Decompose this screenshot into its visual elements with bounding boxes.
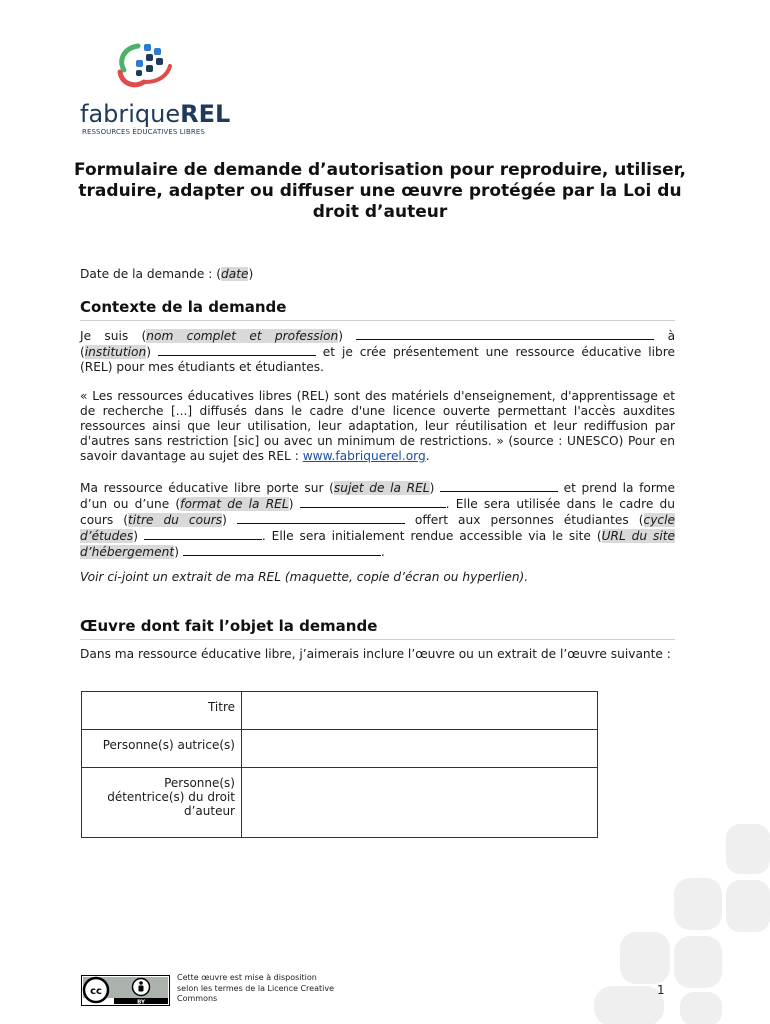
- blank-format[interactable]: [300, 496, 446, 508]
- field-titre-cours[interactable]: titre du cours: [128, 513, 223, 527]
- fabriquerel-link[interactable]: www.fabriquerel.org: [302, 449, 426, 463]
- section-heading-contexte: Contexte de la demande: [80, 298, 675, 321]
- field-institution[interactable]: institution: [84, 345, 147, 359]
- creative-commons-by-badge: [81, 975, 170, 1006]
- paragraph-identity: Je suis (nom complet et profession) à (institution) et je crée présentement une ressource éducative libre (REL) pour mes étudiants et étudiantes.: [80, 329, 676, 374]
- page-number: 1: [657, 983, 665, 997]
- section-heading-oeuvre: Œuvre dont fait l’objet la demande: [80, 617, 675, 640]
- row-label-autrices: Personne(s) autrice(s): [82, 730, 242, 768]
- row-value-autrices[interactable]: [242, 730, 598, 768]
- license-notice: Cette œuvre est mise à disposition selon les termes de la Licence Creative Commons: [177, 973, 334, 1003]
- field-sujet[interactable]: sujet de la REL: [333, 481, 430, 495]
- blank-url[interactable]: [183, 544, 381, 556]
- row-label-titre: Titre: [82, 692, 242, 730]
- field-cycle[interactable]: cycle d’études: [80, 513, 676, 543]
- cc-by-label: BY: [137, 999, 145, 1006]
- row-value-titre[interactable]: [242, 692, 598, 730]
- table-row-titre: [82, 692, 598, 730]
- logo-wordmark: fabriqueREL: [80, 100, 231, 128]
- table-row-detentrices: [82, 768, 598, 838]
- date-field[interactable]: date: [220, 267, 249, 281]
- date-line: Date de la demande : (date): [80, 267, 254, 281]
- field-format[interactable]: format de la REL: [180, 497, 289, 511]
- table-row-autrices: [82, 730, 598, 768]
- blank-nom[interactable]: [356, 328, 654, 340]
- svg-text:cc: cc: [90, 986, 102, 997]
- paragraph-extrait-note: Voir ci-joint un extrait de ma REL (maquette, copie d’écran ou hyperlien).: [80, 570, 529, 584]
- paragraph-unesco-quote: « Les ressources éducatives libres (REL) sont des matériels d'enseignement, d'apprentissage et de recherche [...] diffusés dans le cadre d'une licence ouverte permettant l'accès auxdites ressources ainsi que leur utilisation, leur adaptation, leur réutilisation et leur rediffusion par d'autres sans restriction [sic] ou avec un minimum de restrictions. » (source : UNESCO) Pour en savoir davantage au sujet des REL : www.fabriquerel.org.: [80, 389, 675, 463]
- paragraph-oeuvre-intro: Dans ma ressource éducative libre, j’aimerais inclure l’œuvre ou un extrait de l’œuvre suivante :: [80, 647, 671, 661]
- watermark-shapes: [590, 820, 770, 1024]
- blank-institution[interactable]: [158, 344, 316, 356]
- row-value-detentrices[interactable]: [242, 768, 598, 838]
- blank-cours[interactable]: [237, 512, 405, 524]
- oeuvre-table: [81, 691, 598, 838]
- field-url[interactable]: URL du site d’hébergement: [80, 529, 675, 559]
- logo-subtitle: RESSOURCES ÉDUCATIVES LIBRES: [82, 128, 205, 136]
- document-title: Formulaire de demande d’autorisation pour reproduire, utiliser, traduire, adapter ou diffuser une œuvre protégée par la Loi du droit d’auteur: [74, 160, 686, 222]
- blank-cycle[interactable]: [144, 528, 262, 540]
- row-label-detentrices: Personne(s) détentrice(s) du droit d’auteur: [82, 768, 242, 838]
- field-nom-profession[interactable]: nom complet et profession: [146, 329, 339, 343]
- blank-sujet[interactable]: [440, 480, 558, 492]
- paragraph-rel-details: Ma ressource éducative libre porte sur (sujet de la REL) et prend la forme d’un ou d’une (format de la REL) . Elle sera utilisée dans le cadre du cours (titre du cours) offert aux personnes étudiantes (cycle d’études) . Elle sera initialement rendue accessible via le site (URL du site d’hébergement) .: [80, 481, 676, 559]
